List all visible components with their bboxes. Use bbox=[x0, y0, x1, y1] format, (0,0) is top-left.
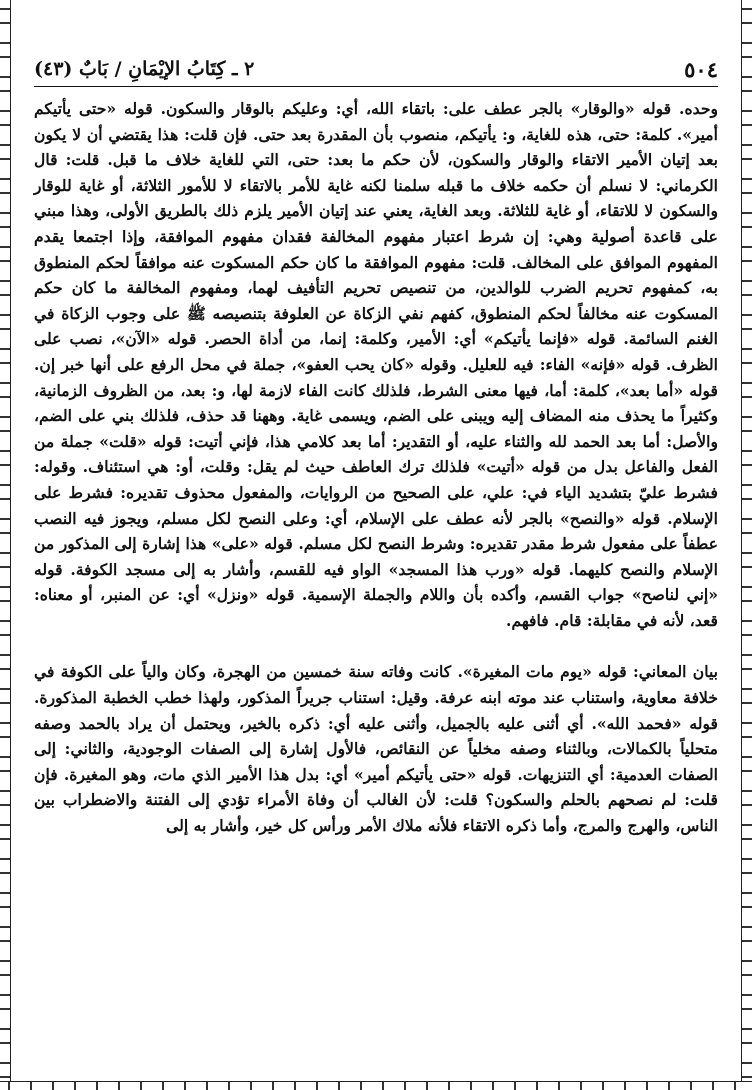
page-border-bottom bbox=[0, 1081, 752, 1090]
paragraph-commentary: وحده. قوله «والوقار» بالجر عطف على: باتقاء الله، أي: وعليكم بالوقار والسكون. قوله «حتى يأتيكم أمير». كلمة: حتى، هذه للغاية، و: يأتيكم، منصوب بأن المقدرة بعد حتى. فإن قلت: هذا يقتضي أن لا يكون بعد إتيان الأمير الاتقاء والوقار والسكون، لأن حكم ما بعد: حتى، التي للغاية خلاف ما قبل. قلت: قال الكرماني: لا نسلم أن حكمه خلاف ما قبله سلمنا لكنه غاية للأمر بالاتقاء لا للأمور الثلاثة، أو غاية للوقار والسكون لا للاتقاء، أو غاية للثلاثة. وبعد الغاية، يعني عند إتيان الأمير يلزم ذلك بالطريق الأولى، وهذا مبني على قاعدة أصولية وهي: إن شرط اعتبار مفهوم المخالفة فقدان مفهوم الموافقة، وإذا اجتمعا يقدم المفهوم الموافق على المخالف. قلت: مفهوم الموافقة ما كان حكم المسكوت عنه موافقاً لحكم المنطوق به، كمفهوم تحريم الضرب للوالدين، من تنصيص تحريم التأفيف لهما، ومفهوم المخالفة ما كان حكم المسكوت عنه مخالفاً لحكم المنطوق، كفهم نفي الزكاة عن العلوفة بتنصيصه ﷺ على وجوب الزكاة في الغنم السائمة. قوله «فإنما يأتيكم» أي: الأمير، وكلمة: إنما، من أداة الحصر. قوله «الآن»، نصب على الظرف. قوله «فإنه» الفاء: فيه للعليل. وقوله «كان يحب العفو»، جملة في محل الرفع على أنها خبر إن. قوله «أما بعد»، كلمة: أما، فيها معنى الشرط، فلذلك كانت الفاء لازمة لها، و: بعد، من الظروف الزمانية، وكثيراً ما يحذف منه المضاف إليه ويبنى على الضم، ويسمى غاية. وههنا قد حذف، فلذلك بني على الضم، والأصل: أما بعد الحمد لله والثناء عليه، أو التقدير: أما بعد كلامي هذا، فإني أتيت: قوله «قلت» جملة من الفعل والفاعل بدل من قوله «أتيت» فلذلك ترك العاطف حيث لم يقل: وقلت، أو: هي استئناف. وقوله: فشرط عليّ بتشديد الياء في: علي، على الصحيح من الروايات، والمفعول محذوف تقديره: فشرط على الإسلام. قوله «والنصح» بالجر لأنه عطف على الإسلام، أي: وعلى النصح لكل مسلم، ويجوز فيه النصب عطفاً على مفعول شرط مقدر تقديره: وشرط النصح لكل مسلم. قوله «على» هذا إشارة إلى المذكور من الإسلام والنصح كليهما. قوله «ورب هذا المسجد» الواو فيه للقسم، وأشار به إلى مسجد الكوفة. قوله «إني لناصح» جواب القسم، وأكده بأن واللام والجملة الإسمية. قوله «ونزل» أي: عن المنبر، أو معناه: قعد، لأنه في مقابلة: قام. فافهم. bbox=[34, 99, 718, 630]
page-header bbox=[34, 52, 718, 87]
page-border-left bbox=[0, 0, 11, 1090]
page-border-right bbox=[741, 0, 752, 1090]
paragraph-meanings: بيان المعاني: قوله «يوم مات المغيرة». كانت وفاته سنة خمسين من الهجرة، وكان والياً على الكوفة في خلافة معاوية، واستناب عند موته ابنه عرفة. وقيل: استناب جريراً المذكور، ولهذا خطب الخطبة المذكورة. قوله «فحمد الله». أي أثنى عليه بالجميل، وأثنى عليه أي: ذكره بالخير، ويحتمل أن يراد بالحمد وصفه متحلياً بالكمالات، وبالثناء وصفه مخلياً عن النقائص، فالأول إشارة إلى الصفات الوجودية، والثاني: إلى الصفات العدمية: أي التنزيهات. قوله «حتى يأتيكم أمير» أي: بدل هذا الأمير الذي مات، وهو المغيرة. فإن قلت: لم نصحهم بالحلم والسكون؟ قلت: لأن الغالب أن وفاة الأمراء تؤدي إلى الفتنة والاضطراب بين الناس، والهرج والمرج، وأما ذكره الاتقاء فلأنه ملاك الأمر ورأس كل خير، وأشار به إلى bbox=[34, 662, 718, 836]
page-number: ٥٠٤ bbox=[684, 56, 718, 82]
running-title: ٢ ـ كِتَابُ الإيْمَانِ / بَابٌ (٤٣) bbox=[34, 58, 255, 80]
body-text bbox=[34, 96, 718, 1076]
